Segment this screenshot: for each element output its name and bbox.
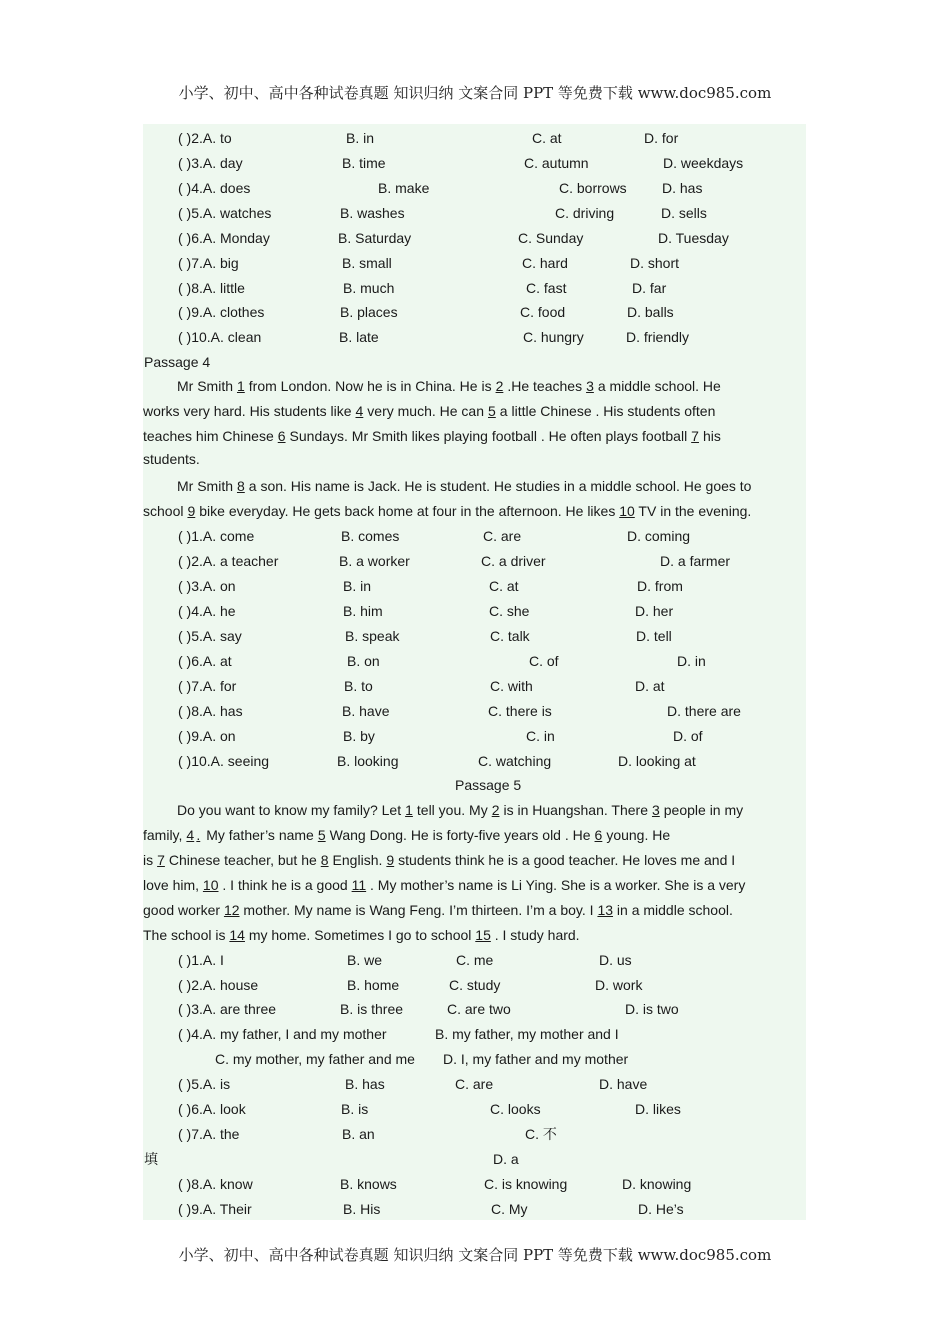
option-b: B. much — [343, 280, 395, 296]
passage-5-title: Passage 5 — [455, 777, 522, 793]
option-a: ( )5.A. watches — [178, 205, 272, 221]
blank: 9 — [187, 503, 196, 519]
option-a: ( )6.A. at — [178, 653, 232, 669]
option-a: ( )7.A. big — [178, 255, 239, 271]
option-b: B. washes — [340, 205, 405, 221]
option-c: C. looks — [490, 1101, 541, 1117]
option-b: B. late — [339, 329, 379, 345]
option-b: B. Saturday — [338, 230, 412, 246]
option-a: ( )3.A. are three — [178, 1001, 277, 1017]
option-c: C. my mother, my father and me — [215, 1051, 415, 1067]
option-b: B. is — [341, 1101, 369, 1117]
blank: 7 — [691, 428, 699, 444]
blank: 3 — [586, 378, 594, 394]
option-c: C. in — [526, 728, 555, 744]
option-d: D. Tuesday — [658, 230, 729, 246]
option-a: ( )9.A. on — [178, 728, 236, 744]
blank: 6 — [594, 827, 603, 843]
blank: 11 — [351, 877, 367, 893]
option-c: C. there is — [488, 703, 552, 719]
option-a: ( )2.A. house — [178, 977, 259, 993]
option-d: D. a farmer — [660, 553, 731, 569]
option-a: ( )5.A. say — [178, 628, 242, 644]
option-a: ( )2.A. to — [178, 130, 232, 146]
passage-4-title: Passage 4 — [144, 354, 211, 370]
page-footer: 小学、初中、高中各种试卷真题 知识归纳 文案合同 PPT 等免费下载 www.doc985.com — [178, 1246, 772, 1264]
option-d: D. likes — [635, 1101, 681, 1117]
option-a: ( )9.A. Their — [178, 1201, 252, 1217]
option-b: B. him — [343, 603, 383, 619]
option-c: C. hungry — [523, 329, 584, 345]
option-c: C. hard — [522, 255, 568, 271]
option-a: ( )6.A. look — [178, 1101, 246, 1117]
option-b: B. His — [343, 1201, 381, 1217]
option-a: ( )4.A. my father, I and my mother — [178, 1026, 387, 1042]
option-b: B. on — [347, 653, 380, 669]
option-b: B. looking — [337, 753, 399, 769]
option-c: C. are — [483, 528, 522, 544]
option-d: D. He’s — [638, 1201, 684, 1217]
option-b: B. knows — [340, 1176, 397, 1192]
blank: 9 — [386, 852, 395, 868]
option-a: ( )3.A. on — [178, 578, 236, 594]
blank: 2 — [495, 378, 504, 394]
option-d: D. short — [630, 255, 680, 271]
blank: 5 — [488, 403, 496, 419]
option-d: D. is two — [625, 1001, 679, 1017]
option-d: D. has — [662, 180, 703, 196]
option-d: D. us — [599, 952, 632, 968]
option-d: D. weekdays — [663, 155, 744, 171]
blank: 1 — [236, 378, 245, 394]
option-b: B. my father, my mother and I — [435, 1026, 619, 1042]
option-d: D. there are — [667, 703, 741, 719]
worksheet: ( )2.A. to B. in C. at D. for ( )3.A. day B. time C. autumn D. weekdays ( )4.A. does B. make C. borrows D. has ( )5.A. watches B. washes C. driving D. sells ( )6.A. Monday B. Saturday C. Sunday D. Tuesday ( )7.A. big B. small C. hard D. short ( )8.A. little B. much C. fast D. far ( )9.A. clothes B. places C. food D. balls ( )10.A. clean B. late C. hungry D. friendly Passage 4 Mr Smith 1 from London. Now he is in China. He is 2 .He teaches 3 a middle school. He works very hard. His students like 4 very much. He can 5 a little Chinese . His students often teaches him Chinese 6 Sundays. Mr Smith likes playing football . He often plays football 7 his students. Mr Smith 8 a son. His name is Jack. He is student. He studies in a middle school. He goes to school 9 bike everyday. He gets back home at four in the afternoon. He likes 10 TV in the evening. ( )1.A. come B. comes C. are D. coming ( )2.A. a teacher B. a worker C. a driver D. a farmer ( )3.A. on B. in C. at D. from ( )4.A. he B. him C. she D. her ( )5.A. say B. speak C. talk D. tell ( )6.A. at B. on C. of D. in ( )7.A. for B. to C. with D. at ( )8.A. has B. have C. there is D. there are ( )9.A. on B. by C. in D. of ( )10.A. seeing B. looking C. watching D. looking at Passage 5 Do you want to know my family? Let 1 tell you. My 2 is in Huangshan. There 3 people in my family, 4 . My father’s name 5 Wang Dong. He is forty-five years old . He 6 young. He is 7 Chinese teacher, but he 8 English. 9 students think he is a good teacher. He loves me and I love him, 10 . I think he is a good 11 . My mother’s name is Li Ying. She is a worker. She is a very good worker 12 mother. My name is Wang Feng. I’m thirteen. I’m a boy. I 13 in a middle school. The school is 14 my home. Sometimes I go to school 15 . I study hard. ( )1.A. I B. we C. me D. us ( )2.A. house B. home C. study D. work ( )3.A. are three B. is three C. are two D. is two ( )4.A. my father, I and my mother B. my father, my mother and I C. my mother, my father and me D. I, my father and my mother ( )5.A. is B. has C. are D. have ( )6.A. look B. is C. looks D. likes ( )7.A. the B. an C. 不 填 D. a ( )8.A. know B. knows C. is knowing D. knowing ( )9.A. Their B. His C. My D. He’s — [143, 124, 806, 1220]
option-a: ( )1.A. I — [178, 952, 224, 968]
option-c: C. of — [529, 653, 559, 669]
option-d: D. tell — [636, 628, 672, 644]
option-d: D. for — [644, 130, 679, 146]
blank: 15 — [475, 927, 491, 943]
option-b: B. small — [342, 255, 392, 271]
option-b: B. comes — [341, 528, 400, 544]
option-a: ( )8.A. little — [178, 280, 245, 296]
option-c: C. talk — [490, 628, 530, 644]
blank: 8 — [236, 478, 245, 494]
blank: 6 — [277, 428, 286, 444]
option-c: C. food — [520, 304, 566, 320]
option-a: ( )8.A. has — [178, 703, 243, 719]
option-d: D. I, my father and my mother — [443, 1051, 629, 1067]
option-b: B. to — [344, 678, 373, 694]
option-b: B. we — [347, 952, 383, 968]
option-b: B. have — [342, 703, 390, 719]
option-b: B. an — [342, 1126, 375, 1142]
option-d: D. sells — [661, 205, 707, 221]
blank: 3 — [651, 802, 660, 818]
option-c: C. borrows — [559, 180, 627, 196]
option-b: B. a worker — [339, 553, 410, 569]
blank: . — [196, 827, 201, 843]
option-c: C. study — [449, 977, 501, 993]
option-b: B. places — [340, 304, 398, 320]
blank: 4 — [186, 827, 195, 843]
option-a: ( )8.A. know — [178, 1176, 253, 1192]
option-d: D. knowing — [622, 1176, 692, 1192]
option-c: C. driving — [555, 205, 615, 221]
option-b: B. by — [343, 728, 375, 744]
option-c: C. My — [491, 1201, 528, 1217]
option-c: C. with — [490, 678, 533, 694]
option-a: ( )6.A. Monday — [178, 230, 270, 246]
option-a: ( )4.A. he — [178, 603, 236, 619]
blank: 5 — [317, 827, 326, 843]
option-a: ( )2.A. a teacher — [178, 553, 279, 569]
option-b: B. in — [346, 130, 375, 146]
option-d: D. coming — [627, 528, 691, 544]
blank: 1 — [405, 802, 413, 818]
option-d: D. in — [677, 653, 706, 669]
option-c: C. at — [489, 578, 519, 594]
option-b: B. in — [343, 578, 372, 594]
option-c: C. watching — [478, 753, 552, 769]
option-c: C. at — [532, 130, 562, 146]
page-header: 小学、初中、高中各种试卷真题 知识归纳 文案合同 PPT 等免费下载 www.doc985.com — [178, 84, 772, 102]
option-c: C. is knowing — [484, 1176, 568, 1192]
option-d: D. far — [632, 280, 667, 296]
option-c: C. autumn — [524, 155, 589, 171]
option-c: C. she — [489, 603, 530, 619]
option-a: ( )7.A. the — [178, 1126, 240, 1142]
option-b: B. home — [347, 977, 400, 993]
option-b: B. is three — [340, 1001, 404, 1017]
blank: 4 — [355, 403, 364, 419]
option-b: B. make — [378, 180, 430, 196]
option-c: C. 不 — [525, 1126, 557, 1142]
option-c-wrap: 填 — [144, 1151, 158, 1167]
option-c: C. are two — [447, 1001, 511, 1017]
option-a: ( )3.A. day — [178, 155, 243, 171]
option-d: D. from — [637, 578, 683, 594]
option-b: B. has — [345, 1076, 385, 1092]
option-d: D. of — [673, 728, 703, 744]
option-a: ( )1.A. come — [178, 528, 255, 544]
option-c: C. are — [455, 1076, 494, 1092]
option-d: D. at — [635, 678, 665, 694]
blank: 8 — [320, 852, 329, 868]
blank: 2 — [491, 802, 500, 818]
option-d: D. work — [595, 977, 643, 993]
option-c: C. fast — [526, 280, 567, 296]
option-d: D. looking at — [618, 753, 696, 769]
blank: 13 — [597, 902, 614, 918]
blank: 7 — [157, 852, 165, 868]
blank: 12 — [223, 902, 240, 918]
option-a: ( )10.A. seeing — [178, 753, 270, 769]
option-a: ( )9.A. clothes — [178, 304, 265, 320]
option-d: D. friendly — [626, 329, 690, 345]
option-c: C. Sunday — [518, 230, 584, 246]
option-a: ( )10.A. clean — [178, 329, 262, 345]
option-c: C. a driver — [481, 553, 546, 569]
option-b: B. time — [342, 155, 386, 171]
blank: 10 — [202, 877, 219, 893]
option-b: B. speak — [345, 628, 400, 644]
option-d: D. her — [635, 603, 674, 619]
option-a: ( )7.A. for — [178, 678, 237, 694]
option-d: D. balls — [627, 304, 674, 320]
blank: 14 — [229, 927, 245, 943]
option-c: C. me — [456, 952, 494, 968]
option-d: D. have — [599, 1076, 648, 1092]
option-a: ( )5.A. is — [178, 1076, 231, 1092]
blank: 10 — [619, 503, 635, 519]
option-d: D. a — [493, 1151, 519, 1167]
option-a: ( )4.A. does — [178, 180, 251, 196]
